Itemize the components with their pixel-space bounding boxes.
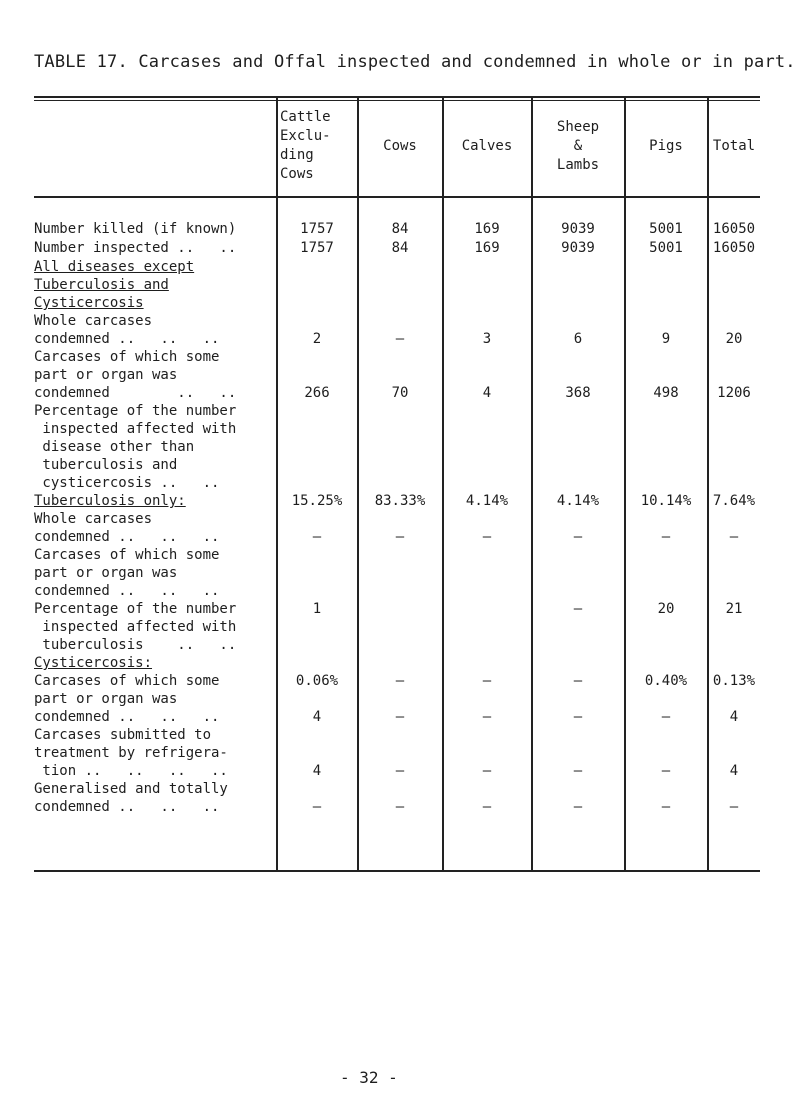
table-cell: 0.40% [644, 673, 688, 689]
row-label-number-killed: Number killed (if known) [34, 221, 237, 237]
row-label-number-inspected: Number inspected .. .. [34, 240, 237, 256]
row-label-tb-percentage: Percentage of the number inspected affected with tuberculosis .. .. [34, 601, 237, 653]
section-tuberculosis: Tuberculosis only: [34, 493, 186, 509]
table-cell: — [312, 799, 322, 815]
row-label-tb-whole-condemned: Whole carcases condemned .. .. .. [34, 511, 220, 545]
col-divider [531, 96, 533, 872]
table-cell: 9 [661, 331, 671, 347]
table-cell: — [573, 709, 583, 725]
table-cell: 1 [312, 601, 322, 617]
table-cell: — [573, 673, 583, 689]
table-cell: 1206 [717, 385, 751, 401]
table-cell: 169 [474, 221, 500, 237]
table-cell: 84 [391, 240, 409, 256]
table-cell: — [395, 529, 405, 545]
table-cell: — [395, 763, 405, 779]
table-cell: 84 [391, 221, 409, 237]
page-number: - 32 - [340, 1068, 398, 1087]
table-cell: 3 [482, 331, 492, 347]
row-label-percentage-other: Percentage of the number inspected affected with disease other than tuberculosis and cysticercosis .. .. [34, 403, 237, 491]
row-label-cyst-part-condemned: Carcases of which some part or organ was condemned .. .. .. [34, 673, 220, 725]
col-header-pigs: Pigs [649, 137, 683, 154]
section-all-diseases: All diseases except Tuberculosis and Cysticercosis [34, 259, 195, 311]
table-cell: — [482, 799, 492, 815]
row-label-generalised: Generalised and totally condemned .. .. .. [34, 781, 228, 815]
table-cell: — [573, 763, 583, 779]
table-cell: — [661, 799, 671, 815]
row-label-whole-condemned: Whole carcases condemned .. .. .. [34, 313, 220, 347]
col-divider [707, 96, 709, 872]
table-cell: 20 [657, 601, 675, 617]
table-cell: 0.13% [712, 673, 756, 689]
table-cell: 16050 [712, 221, 756, 237]
table-cell: 4 [729, 763, 739, 779]
table-cell: — [573, 601, 583, 617]
table-cell: 16050 [712, 240, 756, 256]
table-cell: 5001 [649, 240, 683, 256]
table-cell: 9039 [561, 221, 595, 237]
col-divider [624, 96, 626, 872]
col-header-sheep: Sheep & Lambs [556, 118, 600, 173]
table-cell: — [395, 799, 405, 815]
table-cell: 6 [573, 331, 583, 347]
table-cell: — [482, 709, 492, 725]
table-cell: 10.14% [640, 493, 692, 509]
table-cell: — [729, 799, 739, 815]
col-header-cattle: Cattle Exclu- ding Cows [280, 109, 331, 182]
table-cell: 83.33% [374, 493, 426, 509]
table-cell: 4 [482, 385, 492, 401]
table-cell: 498 [653, 385, 679, 401]
row-label-part-condemned: Carcases of which some part or organ was condemned .. .. [34, 349, 237, 401]
table-cell: — [661, 763, 671, 779]
table-cell: — [573, 799, 583, 815]
row-label-cyst-refrigeration: Carcases submitted to treatment by refrigera- tion .. .. .. .. [34, 727, 228, 779]
table-cell: 7.64% [712, 493, 756, 509]
table-cell: — [661, 529, 671, 545]
table-cell: 1757 [300, 240, 334, 256]
table-cell: 15.25% [291, 493, 343, 509]
table-title: TABLE 17. Carcases and Offal inspected and condemned in whole or in part. [34, 52, 796, 72]
header-rule [34, 196, 760, 198]
col-divider [276, 96, 278, 872]
bottom-rule [34, 870, 760, 872]
row-label-tb-part-condemned: Carcases of which some part or organ was condemned .. .. .. [34, 547, 220, 599]
table-cell: — [573, 529, 583, 545]
col-header-total: Total [712, 137, 756, 154]
table-cell: — [482, 763, 492, 779]
table-cell: 1757 [300, 221, 334, 237]
table-cell: — [482, 529, 492, 545]
table-cell: — [395, 673, 405, 689]
table-cell: 266 [304, 385, 330, 401]
table-cell: 4.14% [556, 493, 600, 509]
col-header-calves: Calves [461, 137, 513, 154]
section-cysticercosis: Cysticercosis: [34, 655, 153, 671]
table-cell: — [395, 331, 405, 347]
table-cell: 21 [725, 601, 743, 617]
table-cell: 4.14% [465, 493, 509, 509]
table-cell: 20 [725, 331, 743, 347]
table-cell: 2 [312, 331, 322, 347]
carcases-table [34, 96, 760, 872]
table-cell: 169 [474, 240, 500, 256]
table-cell: 0.06% [295, 673, 339, 689]
table-cell: — [661, 709, 671, 725]
table-cell: 5001 [649, 221, 683, 237]
table-cell: 9039 [561, 240, 595, 256]
col-divider [442, 96, 444, 872]
table-cell: 368 [565, 385, 591, 401]
table-cell: — [395, 709, 405, 725]
table-cell: — [729, 529, 739, 545]
table-cell: 70 [391, 385, 409, 401]
table-cell: — [312, 529, 322, 545]
table-cell: 4 [312, 763, 322, 779]
col-divider [357, 96, 359, 872]
table-cell: — [482, 673, 492, 689]
col-header-cows: Cows [383, 137, 417, 154]
table-cell: 4 [729, 709, 739, 725]
table-cell: 4 [312, 709, 322, 725]
